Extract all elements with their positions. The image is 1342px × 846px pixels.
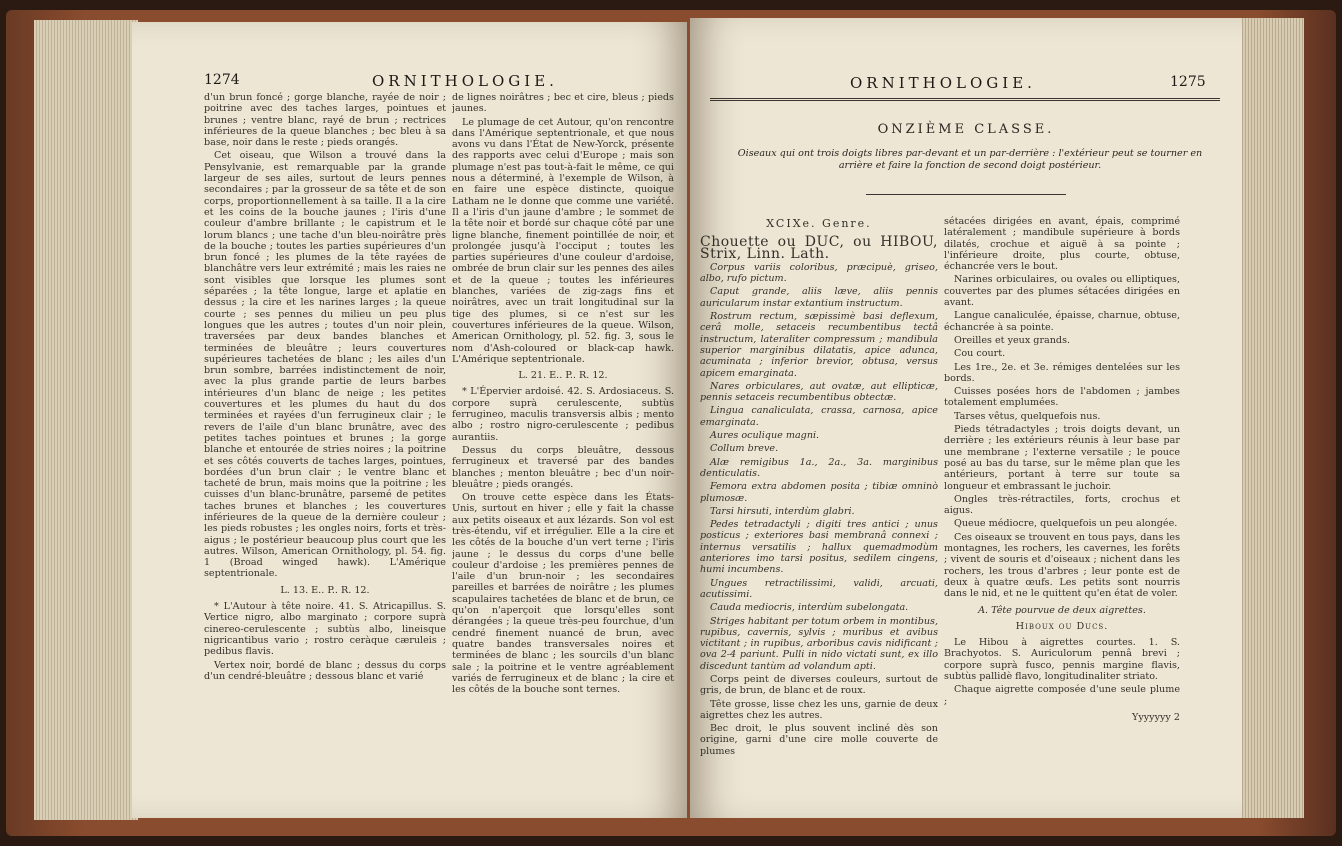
latin-description: Tarsi hirsuti, interdùm glabri. (710, 505, 855, 517)
right-page-number: 1275 (1170, 74, 1206, 90)
left-page-number: 1274 (204, 72, 240, 88)
latin-description: Caput grande, aliis læve, aliis pennis auricularum instar extantium instructum. (700, 286, 938, 309)
paragraph: Cuisses posées hors de l'abdomen ; jambes totalement emplumées. (944, 386, 1180, 409)
signature-mark: Yyyyyyy 2 (1131, 711, 1180, 723)
paragraph: sétacées dirigées en avant, épais, comprimé latéralement ; mandibule supérieure à bords dilatés, crochue et aiguë à sa pointe ; l'inférieure droite, plus courte, obtuse, échancrée vers le bout. (944, 216, 1180, 273)
species-entry: Le Hibou à aigrettes courtes. 1. S. Brachyotos. S. Auriculorum pennâ brevi ; corpore suprà fusco, pennis margine flavis, subtùs pallidè flavo, longitudinaliter striato. (944, 637, 1180, 682)
header-rule (710, 98, 1220, 101)
paragraph: Le plumage de cet Autour, qu'on rencontre dans l'Amérique septentrionale, et que nous avons vu dans l'État de New-Yorck, présente des rapports avec celui d'Europe ; mais son plumage n'est pas tout-à-fait le même, ce qui nous a déterminé, à l'exemple de Wilson, à en faire une espèce distincte, quoique Latham ne le donne que comme une variété. Il a l'iris d'un jaune d'ambre ; le sommet de la tête noir et bordé sur chaque côté par une ligne blanche, finement pointillée de noir, et prolongée jusqu'à l'occiput ; toutes les parties supérieures d'une couleur d'ardoise, ombrée de brun clair sur les pennes des ailes et de la queue ; toutes les inférieures blanches, variées de zig-zags fins et noirâtres, avec un trait longitudinal sur la tige des plumes, si ce n'est sur les couvertures inférieures de la queue. Wilson, American Ornithology, pl. 52. fig. 3, sous le nom d'Ash-coloured or black-cap hawk. L'Amérique septentrionale. (452, 116, 674, 365)
latin-description: Cauda mediocris, interdùm subelongata. (710, 602, 909, 614)
paragraph: Cet oiseau, que Wilson a trouvé dans la Pensylvanie, est remarquable par la grande largeur de ses ailes, surtout de leurs pennes secondaires ; par la grosseur de sa tête et de son corps, proportionnellement à sa taille. Il a la cire et les coins de la bouche jaunes ; l'iris d'une couleur d'ambre brillante ; le capistrum et le lorum blancs ; une tache d'un bleu-noirâtre près de la bouche ; toutes les parties supérieures d'un brun foncé ; les plumes de la tête rayées de blanchâtre vers leur extrémité ; mais les raies ne sont visibles que lorsque les plumes sont séparées ; la tête longue, large et aplatie en dessus ; la cire et les narines larges ; la queue courte ; ses pennes du milieu un peu plus longues que les autres ; toutes d'un noir plein, traversées par deux bandes blanches et terminées de bleuâtre ; leurs couvertures supérieures tachetées de blanc ; les ailes d'un brun sombre, barrées indistinctement de noir, avec la plus grande partie de leurs barbes intérieures d'un blanc de neige ; les petites couvertures et les plumes du haut du dos terminées et rayées d'un ferrugineux clair ; le revers de l'aile d'un blanc brunâtre, avec des petites taches pointues et brunes ; la gorge blanche et entourée de stries noires ; la poitrine et ses côtés couverts de taches larges, pointues, bordées d'un brun clair ; le ventre blanc et tacheté de brun, mais moins que la poitrine ; les cuisses d'un blanc-brunâtre, parsemé de petites taches brunes et blanches ; les couvertures inférieures de la queue de la dernière couleur ; les pieds robustes ; les ongles noirs, forts et très-aigus ; le postérieur beaucoup plus court que les autres. Wilson, American Ornithology, pl. 54. fig. 1 (Broad winged hawk). L'Amérique septentrionale. (204, 150, 446, 580)
paragraph: On trouve cette espèce dans les États-Unis, surtout en hiver ; elle y fait la chasse aux petits oiseaux et aux lézards. Son vol est très-étendu, vif et irrégulier. Elle a la cire et les côtés de la bouche d'un vert terne ; l'iris jaune ; le dessus du corps d'une belle couleur d'ardoise ; les premières pennes de l'aile d'un brun-noir ; les secondaires pareilles et barrées de noirâtre ; les plumes scapulaires tachetées de blanc et de brun, ce qu'on n'aperçoit que lorsqu'elles sont dérangées ; la queue très-peu fourchue, d'un cendré finement nuancé de brun, avec quatre bandes transversales noires et terminées de blanc ; les sourcils d'un blanc sale ; la poitrine et le ventre agréablement variés de ferrugineux et de blanc ; la cire et les côtés de la bouche sont ternes. (452, 492, 674, 696)
left-column-2 (452, 92, 674, 816)
latin-description: Striges habitant per totum orbem in montibus, rupibus, cavernis, sylvis ; muribus et avibus victitant ; in rupibus, arboribus cavis nidificant ; ova 2-4 pariunt. Pulli in nido victati sunt, ex illo discedunt tantùm ad volandum apti. (700, 615, 938, 672)
paragraph: Queue médiocre, quelquefois un peu alongée. (954, 518, 1178, 530)
reference-line: L. 21. E.. P.. R. 12. (518, 370, 608, 382)
paragraph: Tête grosse, lisse chez les uns, garnie de deux aigrettes chez les autres. (700, 698, 938, 721)
species-entry: * L'Autour à tête noire. 41. S. Atricapillus. S. Vertice nigro, albo marginato ; corpore suprà cinereo-cerulescente ; subtùs albo, lineisque nigricantibus vario ; rostro ceràque cæruleis ; pedibus flavis. (204, 601, 446, 658)
reference-line: L. 13. E.. P.. R. 12. (280, 584, 370, 596)
right-column-2 (944, 216, 1180, 812)
latin-description: Corpus variis coloribus, præcipuè, griseo, albo, rufo pictum. (700, 261, 938, 285)
paragraph: Vertex noir, bordé de blanc ; dessus du corps d'un cendré-bleuâtre ; dessous blanc et varié (204, 659, 446, 682)
section-heading: A. Tête pourvue de deux aigrettes. (978, 604, 1146, 616)
right-page (690, 18, 1242, 818)
divider (866, 194, 1066, 195)
paragraph: Narines orbiculaires, ou ovales ou elliptiques, couvertes par des plumes sétacées dirigées en avant. (944, 274, 1180, 309)
latin-description: Rostrum rectum, sæpissimè basi deflexum, cerâ molle, setaceis recumbentibus tectâ instructum, lateraliter compressum ; mandibula superior marginibus dilatatis, apice adunca, acuminata ; inferior brevior, obtusa, versus apicem emarginata. (700, 311, 938, 379)
paragraph: de lignes noirâtres ; bec et cire, bleus ; pieds jaunes. (452, 92, 674, 115)
page-edges-left (34, 20, 138, 820)
paragraph: Dessus du corps bleuâtre, dessous ferrugineux et traversé par des bandes blanches ; menton bleuâtre ; bec d'un noir-bleuâtre ; pieds orangés. (452, 444, 674, 490)
paragraph: Tarses vêtus, quelquefois nus. (954, 410, 1101, 422)
latin-description: Pedes tetradactyli ; digiti tres antici ; unus posticus ; exteriores basi membranâ connexi ; internus versatilis ; hallux quemadmodùm anteriores imo tarsi positus, sedilem cingens, humi incumbens. (700, 519, 938, 576)
paragraph: Ces oiseaux se trouvent en tous pays, dans les montagnes, les rochers, les cavernes, les forêts ; vivent de souris et d'oiseaux ; nichent dans les rochers, les trous d'arbres ; leur ponte est de deux à quatre œufs. Les petits sont nourris dans le nid, et ne le quittent qu'en état de voler. (944, 531, 1180, 600)
paragraph: Pieds tétradactyles ; trois doigts devant, un derrière ; les extérieurs réunis à leur base par une membrane ; l'externe versatile ; le pouce posé au bas du tarse, sur le même plan que les antérieurs, portant à terre sur toute sa longueur et embrassant le juchoir. (944, 424, 1180, 492)
subsection-heading: Hiboux ou Ducs. (1015, 620, 1109, 632)
right-running-head: ORNITHOLOGIE. (850, 74, 1036, 92)
latin-description: Aures oculique magni. (710, 430, 820, 442)
right-column-1 (700, 216, 938, 812)
paragraph: Langue canaliculée, épaisse, charnue, obtuse, échancrée à sa pointe. (944, 310, 1180, 333)
paragraph: Corps peint de diverses couleurs, surtout de gris, de brun, de blanc et de roux. (700, 673, 938, 697)
paragraph: Bec droit, le plus souvent incliné dès son origine, garni d'une cire molle couverte de plumes (700, 723, 938, 757)
page-edges-right (1240, 18, 1304, 818)
latin-description: Ungues retractilissimi, validi, arcuati, acutissimi. (700, 577, 938, 600)
latin-description: Nares orbiculares, aut ovatæ, aut ellipticæ, pennis setaceis recumbentibus obtectæ. (700, 380, 938, 404)
paragraph: Les 1re., 2e. et 3e. rémiges dentelées sur les bords. (944, 361, 1180, 384)
paragraph: d'un brun foncé ; gorge blanche, rayée de noir ; poitrine avec des taches larges, pointues et brunes ; ventre blanc, rayé de brun ; rectrices inférieures de la queue blanches ; bec bleu à sa base, noir dans le reste ; pieds orangés. (204, 92, 446, 149)
genus-title: Chouette ou DUC, ou HIBOU, Strix, Linn. Lath. (700, 234, 938, 262)
left-column-1 (204, 92, 446, 816)
paragraph: Oreilles et yeux grands. (954, 334, 1071, 346)
class-title: ONZIÈME CLASSE. (877, 122, 1055, 137)
paragraph: Ongles très-rétractiles, forts, crochus et aigus. (944, 493, 1180, 517)
paragraph: Chaque aigrette composée d'une seule plume ; (944, 684, 1180, 707)
latin-description: Lingua canaliculata, crassa, carnosa, apice emarginata. (700, 405, 938, 428)
latin-description: Femora extra abdomen posita ; tibiæ omninò plumosæ. (700, 481, 938, 504)
species-entry: * L'Épervier ardoisé. 42. S. Ardosiaceus. S. corpore suprà cerulescente, subtùs ferrugineo, maculis transversis albis ; mento albo ; rostro nigro-cerulescente ; pedibus aurantiis. (452, 386, 674, 443)
paragraph: Cou court. (954, 348, 1006, 360)
latin-description: Alæ remigibus 1a., 2a., 3a. marginibus denticulatis. (700, 456, 938, 479)
genre-heading: XCIXe. Genre. (766, 217, 872, 230)
left-page (132, 22, 687, 818)
class-intro: Oiseaux qui ont trois doigts libres par-devant et un par-derrière : l'extérieur peut se tourner en arrière et faire la fonction de second doigt postérieur. (737, 148, 1203, 171)
latin-description: Collum breve. (710, 443, 779, 455)
left-running-head: ORNITHOLOGIE. (372, 72, 558, 90)
